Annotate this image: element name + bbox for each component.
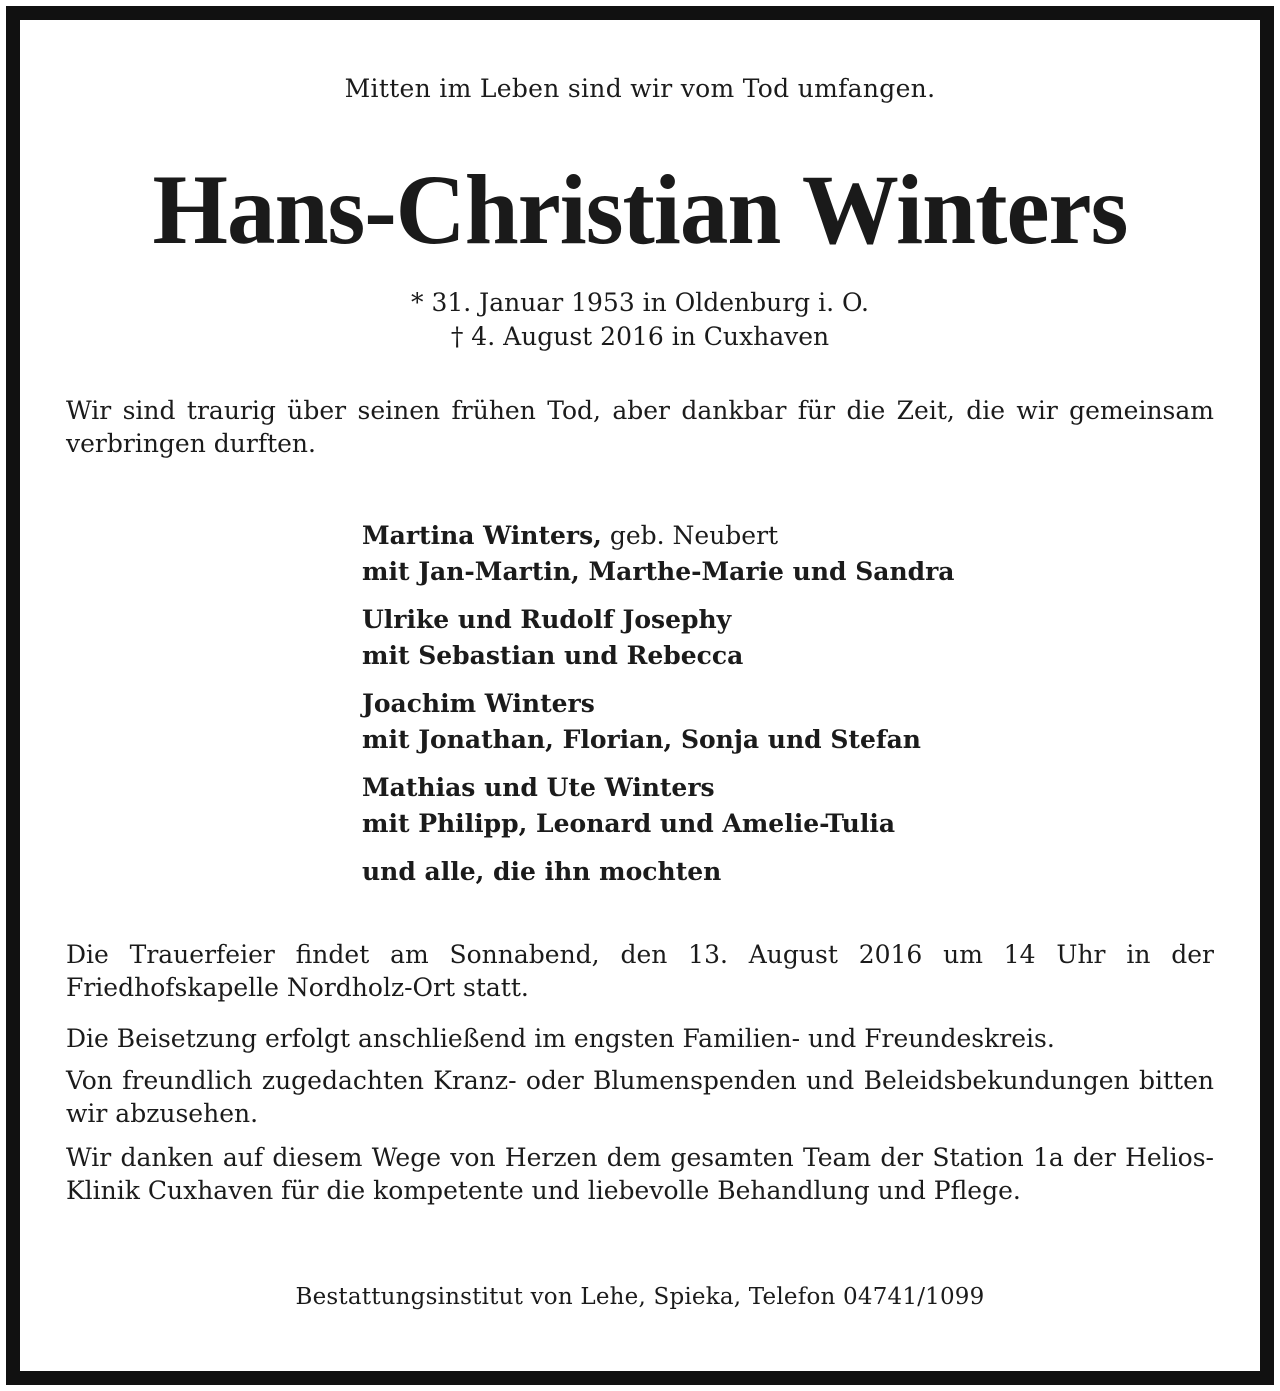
flowers-text: Von freundlich zugedachten Kranz- oder Blumenspenden und Beleidsbekundungen bitten wir abzusehen. [66,1066,1214,1128]
death-date: † 4. August 2016 in Cuxhaven [450,322,830,351]
maiden-name-note: geb. Neubert [601,521,779,550]
family-list [362,518,1122,890]
family-group-4-line-1: Mathias und Ute Winters [362,773,715,802]
life-dates [0,286,1280,354]
family-group-1-line-1 [362,518,1122,554]
funeral-text: Die Trauerfeier findet am Sonnabend, den 13. August 2016 um 14 Uhr in der Friedhofskapelle Nordholz-Ort statt. [66,940,1214,1002]
family-member-name: Martina Winters, [362,521,602,550]
intro-text: Wir sind traurig über seinen frühen Tod, aber dankbar für die Zeit, die wir gemeinsam verbringen durften. [66,396,1214,458]
family-group-3-line-2: mit Jonathan, Florian, Sonja und Stefan [362,725,921,754]
family-group-2-line-1: Ulrike und Rudolf Josephy [362,605,732,634]
thanks-text: Wir danken auf diesem Wege von Herzen dem gesamten Team der Station 1a der Helios-Klinik Cuxhaven für die kompetente und liebevolle Behandlung und Pflege. [66,1143,1214,1205]
funeral-home-footer: Bestattungsinstitut von Lehe, Spieka, Telefon 04741/1099 [295,1284,985,1310]
family-group-4-line-2: mit Philipp, Leonard und Amelie-Tulia [362,809,896,838]
family-closing: und alle, die ihn mochten [362,857,722,886]
birth-date: * 31. Januar 1953 in Oldenburg i. O. [411,288,869,317]
family-group-2-line-2: mit Sebastian und Rebecca [362,641,744,670]
family-group-1-line-2: mit Jan-Martin, Marthe-Marie und Sandra [362,557,955,586]
burial-text: Die Beisetzung erfolgt anschließend im engsten Familien- und Freundeskreis. [66,1024,1055,1053]
motto: Mitten im Leben sind wir vom Tod umfangen. [344,74,936,103]
family-group-3-line-1: Joachim Winters [362,689,595,718]
deceased-name: Hans-Christian Winters [152,154,1128,265]
